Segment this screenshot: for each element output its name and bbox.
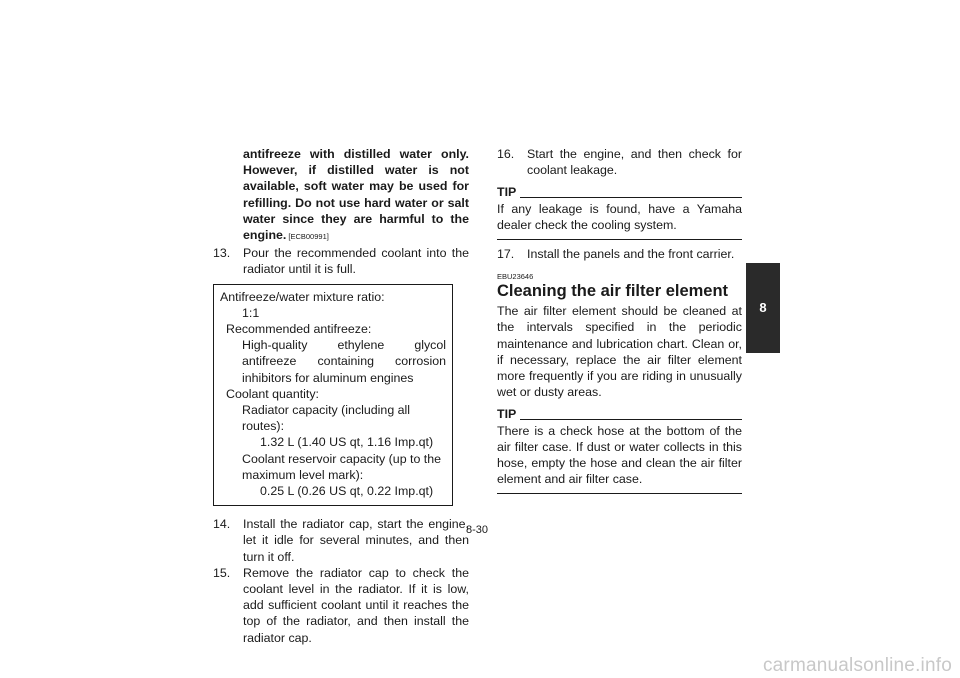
reservoir-value: 0.25 L (0.26 US qt, 0.22 Imp.qt)	[260, 484, 434, 499]
step-16	[497, 146, 742, 178]
step-13	[213, 245, 469, 277]
tip-end-rule	[497, 239, 742, 240]
step-14	[213, 516, 469, 565]
tip-text: There is a check hose at the bottom of the air filter case. If dust or water collects in this hose, empty the hose and clean the air filter element and air filter case.	[497, 423, 742, 487]
radiator-label: Radiator capacity (including all routes):	[242, 403, 411, 434]
tip-rule	[520, 419, 742, 420]
tip-label: TIP	[497, 185, 517, 200]
tip-rule	[520, 197, 742, 198]
step-text: Pour the recommended coolant into the radiator until it is full.	[243, 246, 469, 277]
notice-code: [ECB00991]	[288, 232, 329, 242]
radiator-value: 1.32 L (1.40 US qt, 1.16 Imp.qt)	[260, 435, 434, 450]
step-number: 16.	[497, 147, 515, 161]
tip-heading	[497, 184, 742, 200]
step-17	[497, 246, 742, 262]
section-body: The air filter element should be cleaned at the intervals specified in the periodic maintenance and lubrication chart. Clean or, if necessary, replace the air filter element more frequently if you are riding in unusually wet or dusty areas.	[497, 304, 742, 400]
left-column	[213, 146, 469, 646]
tip-end-rule	[497, 493, 742, 494]
coolant-spec-box	[213, 284, 453, 507]
step-number: 14.	[213, 517, 231, 532]
antifreeze-value: High-quality ethylene glycol antifreeze containing corrosion inhibitors for aluminum engines	[242, 338, 446, 385]
ratio-value: 1:1	[242, 305, 260, 320]
notice-text	[213, 146, 469, 245]
step-text: Start the engine, and then check for coolant leakage.	[527, 147, 742, 178]
reservoir-label: Coolant reservoir capacity (up to the maximum level mark):	[242, 451, 442, 482]
right-column	[497, 146, 742, 500]
step-number: 15.	[213, 565, 231, 580]
step-number: 17.	[497, 247, 515, 262]
tip-label: TIP	[497, 407, 517, 422]
quantity-label: Coolant quantity:	[226, 386, 319, 401]
tip-text: If any leakage is found, have a Yamaha dealer check the cooling system.	[497, 201, 742, 232]
step-number: 13.	[213, 246, 231, 261]
step-15	[213, 565, 469, 646]
watermark: carmanualsonline.info	[762, 654, 952, 676]
step-text: Remove the radiator cap to check the coolant level in the radiator. If it is low, add sufficient coolant until it reaches the top of the radiator, and then install the radiator cap.	[243, 565, 469, 645]
step-text: Install the radiator cap, start the engine, let it idle for several minutes, and then turn it off.	[243, 517, 469, 564]
chapter-tab: 8	[746, 263, 780, 353]
section-code: EBU23646	[497, 272, 534, 282]
step-text: Install the panels and the front carrier.	[527, 247, 735, 262]
notice-body: antifreeze with distilled water only. However, if distilled water is not available, soft water may be used for refilling. Do not use hard water or salt water since they are harmful to the engine.	[243, 147, 469, 243]
page-number: 8-30	[465, 524, 489, 536]
section-title: Cleaning the air filter element	[497, 282, 729, 301]
ratio-label: Antifreeze/water mixture ratio:	[220, 289, 385, 304]
antifreeze-label: Recommended antifreeze:	[226, 322, 372, 337]
tip-heading	[497, 406, 742, 422]
